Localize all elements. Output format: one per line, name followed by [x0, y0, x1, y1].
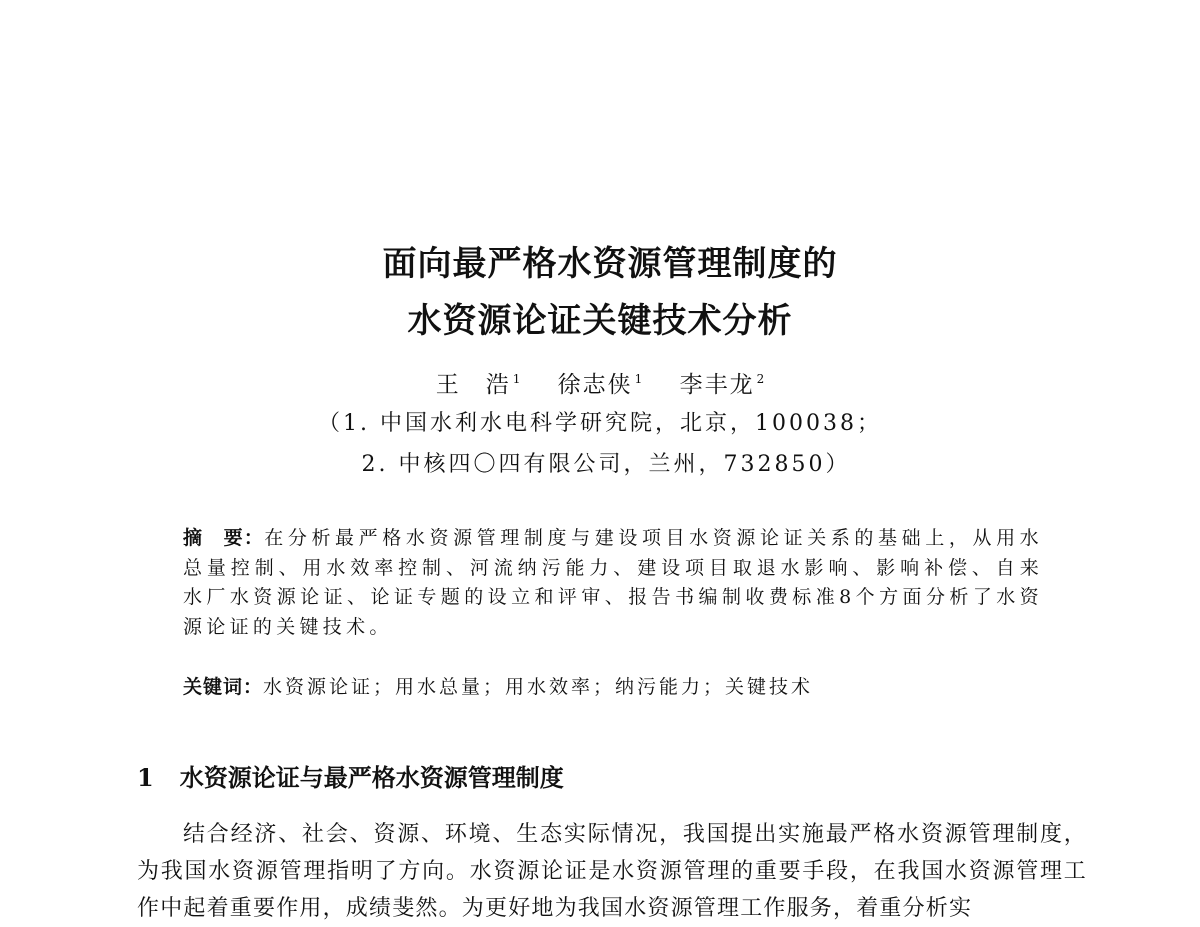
affiliation-line-1: （1. 中国水利水电科学研究院，北京，100038；: [318, 411, 882, 436]
paper-title-line-2: 水资源论证关键技术分析: [407, 301, 793, 341]
author-name: 徐志侠: [557, 371, 633, 398]
author-affiliation-mark: 1: [512, 372, 521, 386]
keywords-text: 水资源论证；用水总量；用水效率；纳污能力；关键技术: [263, 676, 814, 698]
abstract: [183, 524, 1043, 642]
author-list: [0, 364, 1200, 400]
author-name: 王 浩: [435, 371, 511, 398]
author-3: [680, 372, 765, 398]
section-title: 水资源论证与最严格水资源管理制度: [179, 763, 564, 792]
keywords: [183, 673, 1043, 702]
affiliation-line-2: 2. 中核四〇四有限公司，兰州，732850）: [361, 452, 851, 477]
keywords-label: 关键词：: [183, 676, 264, 698]
author-affiliation-mark: 1: [634, 372, 643, 386]
author-name: 李丰龙: [679, 371, 755, 398]
paper-title-line-1: 面向最严格水资源管理制度的: [382, 244, 838, 284]
author-2: [558, 372, 643, 398]
author-1: [436, 372, 521, 398]
section-heading: [137, 762, 564, 794]
abstract-label: 摘 要：: [183, 527, 265, 549]
author-affiliation-mark: 2: [756, 372, 765, 386]
abstract-text: 在分析最严格水资源管理制度与建设项目水资源论证关系的基础上，从用水总量控制、用水效率控制、河流纳污能力、建设项目取退水影响、影响补偿、自来水厂水资源论证、论证专题的设立和评审、报告书编制收费标准8个方面分析了水资源论证的关键技术。: [183, 527, 1043, 638]
body-paragraph: 结合经济、社会、资源、环境、生态实际情况，我国提出实施最严格水资源管理制度，为我国水资源管理指明了方向。水资源论证是水资源管理的重要手段，在我国水资源管理工作中起着重要作用，成绩斐然。为更好地为我国水资源管理工作服务，着重分析实: [137, 822, 1087, 921]
section-number: 1: [137, 763, 154, 792]
